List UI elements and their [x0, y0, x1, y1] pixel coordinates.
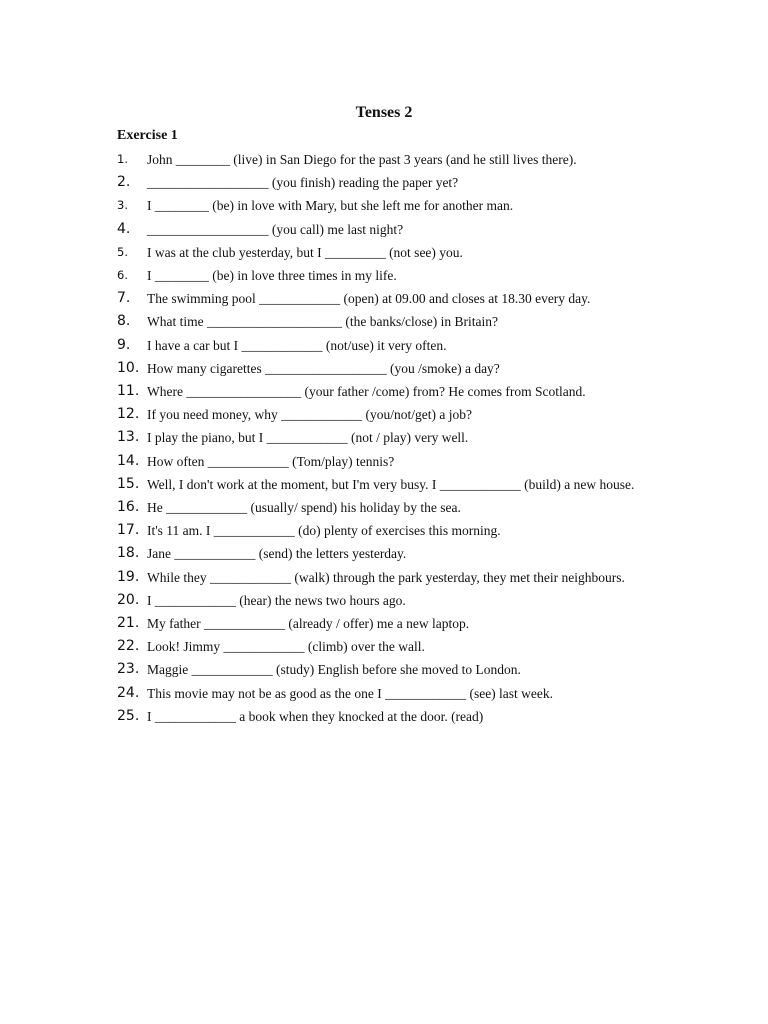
- exercise-sentence: What time ____________________ (the banks/close) in Britain?: [147, 314, 498, 330]
- exercise-sentence: __________________ (you call) me last night?: [147, 221, 404, 237]
- exercise-number: 16.: [117, 499, 140, 516]
- exercise-number: 19.: [117, 568, 140, 585]
- exercise-number: 20.: [117, 591, 140, 608]
- exercise-sentence: He ____________ (usually/ spend) his holiday by the sea.: [147, 500, 461, 516]
- exercise-number: 23.: [117, 661, 140, 678]
- exercise-item: [117, 310, 657, 333]
- exercise-item: [117, 473, 657, 496]
- exercise-number: 5.: [117, 244, 128, 259]
- exercise-sentence: I ________ (be) in love with Mary, but she left me for another man.: [147, 198, 514, 214]
- exercise-number: 3.: [117, 198, 128, 213]
- exercise-item: [117, 171, 657, 194]
- exercise-sentence: How often ____________ (Tom/play) tennis?: [147, 453, 395, 469]
- exercise-item: [117, 658, 657, 681]
- exercise-item: [117, 241, 657, 264]
- exercise-number: 2.: [117, 174, 131, 191]
- exercise-item: [117, 682, 657, 705]
- exercise-number: 18.: [117, 545, 140, 562]
- exercise-item: [117, 612, 657, 635]
- exercise-number: 24.: [117, 684, 140, 701]
- exercise-sentence: I ____________ a book when they knocked at the door. (read): [147, 708, 484, 724]
- exercise-number: 13.: [117, 429, 140, 446]
- exercise-item: [117, 705, 657, 728]
- exercise-number: 25.: [117, 707, 140, 724]
- exercise-number: 11.: [117, 383, 140, 400]
- exercise-sentence: If you need money, why ____________ (you/not/get) a job?: [147, 407, 472, 423]
- exercise-sentence: The swimming pool ____________ (open) at 09.00 and closes at 18.30 every day.: [147, 291, 591, 307]
- exercise-item: [117, 218, 657, 241]
- exercise-item: [117, 589, 657, 612]
- exercise-number: 14.: [117, 452, 140, 469]
- exercise-item: [117, 519, 657, 542]
- exercise-sentence: Where _________________ (your father /come) from? He comes from Scotland.: [147, 384, 586, 400]
- exercise-sentence: Well, I don't work at the moment, but I'm very busy. I ____________ (build) a new house.: [147, 476, 635, 492]
- exercise-item: [117, 566, 657, 589]
- exercise-number: 21.: [117, 615, 140, 632]
- exercise-sentence: I have a car but I ____________ (not/use) it very often.: [147, 337, 447, 353]
- exercise-item: [117, 380, 657, 403]
- exercise-number: 12.: [117, 406, 140, 423]
- exercise-item: [117, 264, 657, 287]
- exercise-sentence: My father ____________ (already / offer) me a new laptop.: [147, 616, 470, 632]
- exercise-sentence: Look! Jimmy ____________ (climb) over the wall.: [147, 639, 425, 655]
- exercise-item: [117, 542, 657, 565]
- exercise-item: [117, 450, 657, 473]
- exercise-list: [117, 148, 657, 728]
- exercise-number: 8.: [117, 313, 131, 330]
- exercise-sentence: It's 11 am. I ____________ (do) plenty of exercises this morning.: [147, 523, 501, 539]
- exercise-item: [117, 496, 657, 519]
- exercise-number: 4.: [117, 220, 131, 237]
- exercise-item: [117, 403, 657, 426]
- exercise-sentence: I ________ (be) in love three times in my life.: [147, 268, 397, 284]
- exercise-item: [117, 334, 657, 357]
- exercise-number: 7.: [117, 290, 131, 307]
- exercise-number: 10.: [117, 359, 140, 376]
- exercise-sentence: John ________ (live) in San Diego for the past 3 years (and he still lives there).: [147, 152, 577, 167]
- exercise-number: 6.: [117, 268, 128, 283]
- exercise-item: [117, 148, 657, 171]
- exercise-item: [117, 426, 657, 449]
- document-title: Tenses 2: [355, 104, 413, 121]
- exercise-item: [117, 287, 657, 310]
- exercise-number: 17.: [117, 522, 140, 539]
- exercise-number: 15.: [117, 475, 140, 492]
- exercise-sentence: __________________ (you finish) reading the paper yet?: [147, 175, 459, 191]
- exercise-sentence: How many cigarettes __________________ (you /smoke) a day?: [147, 360, 500, 376]
- exercise-number: 9.: [117, 336, 131, 353]
- exercise-sentence: Jane ____________ (send) the letters yesterday.: [147, 546, 407, 562]
- exercise-sentence: This movie may not be as good as the one I ____________ (see) last week.: [147, 685, 554, 701]
- exercise-heading: Exercise 1: [117, 128, 178, 143]
- exercise-sentence: Maggie ____________ (study) English before she moved to London.: [147, 662, 521, 678]
- exercise-number: 1.: [117, 152, 128, 166]
- exercise-number: 22.: [117, 638, 140, 655]
- exercise-sentence: I ____________ (hear) the news two hours ago.: [147, 592, 406, 608]
- exercise-item: [117, 635, 657, 658]
- exercise-sentence: I was at the club yesterday, but I _________ (not see) you.: [147, 244, 463, 260]
- exercise-item: [117, 357, 657, 380]
- exercise-sentence: I play the piano, but I ____________ (not / play) very well.: [147, 430, 469, 446]
- exercise-sentence: While they ____________ (walk) through the park yesterday, they met their neighbours.: [147, 569, 625, 585]
- exercise-item: [117, 194, 657, 217]
